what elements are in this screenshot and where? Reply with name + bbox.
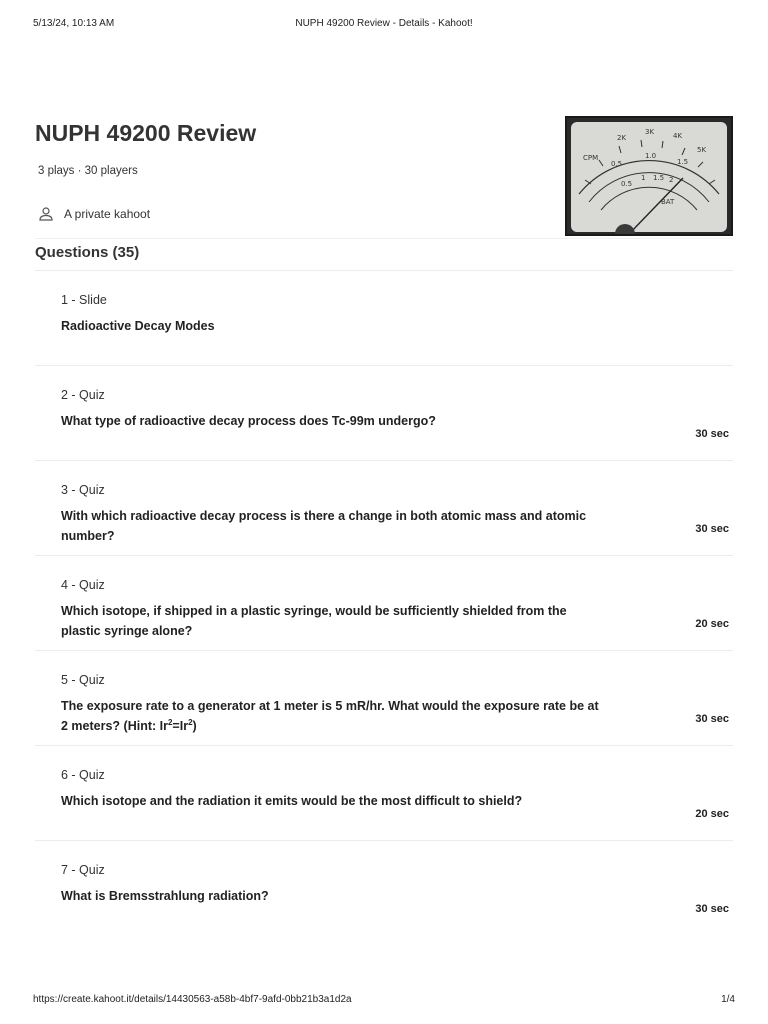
question-time-limit: 20 sec [695,618,729,630]
question-time-limit: 30 sec [695,428,729,440]
kahoot-title: NUPH 49200 Review [35,120,257,146]
question-text: With which radioactive decay process is there a change in both atomic mass and atomic number? [61,509,587,543]
print-page-title: NUPH 49200 Review - Details - Kahoot! [295,18,473,29]
question-item[interactable] [35,651,733,746]
question-list [35,271,733,935]
question-text: What type of radioactive decay process does Tc-99m undergo? [61,414,436,428]
question-type: 4 - Quiz [61,578,105,592]
svg-text:2K: 2K [617,134,627,142]
print-page-number: 1/4 [721,994,735,1005]
question-text-part: The exposure rate to a generator at 1 meter is 5 mR/hr. What would the exposure rate be at 2 meters? (Hint: Ir [61,699,599,733]
question-time-limit: 20 sec [695,808,729,820]
question-item[interactable] [35,841,733,935]
print-date: 5/13/24, 10:13 AM [33,18,115,29]
svg-text:2: 2 [669,176,674,184]
privacy-text: A private kahoot [64,207,151,221]
radiation-meter-image [565,116,733,236]
question-item[interactable] [35,366,733,461]
question-text: Radioactive Decay Modes [61,319,215,333]
print-url: https://create.kahoot.it/details/14430563-a58b-4bf7-9afd-0bb21b3a1d2a [33,994,352,1005]
superscript: 2 [188,717,193,727]
question-text: What is Bremsstrahlung radiation? [61,889,269,903]
svg-text:4K: 4K [673,132,683,140]
svg-text:1.5: 1.5 [677,158,689,166]
question-type: 1 - Slide [61,293,107,307]
svg-text:3K: 3K [645,128,655,136]
question-item[interactable] [35,556,733,651]
svg-text:CPM: CPM [583,154,599,162]
question-text-part: =Ir [172,719,189,733]
question-text-part: ) [192,719,197,733]
question-item[interactable] [35,746,733,841]
question-type: 3 - Quiz [61,483,105,497]
svg-text:0.5: 0.5 [611,160,623,168]
svg-text:BAT: BAT [661,198,675,206]
question-text: Which isotope, if shipped in a plastic syringe, would be sufficiently shielded from the plastic syringe alone? [61,604,567,638]
user-icon [38,206,54,222]
svg-text:0.5: 0.5 [621,180,633,188]
kahoot-stats: 3 plays · 30 players [38,165,138,177]
question-type: 2 - Quiz [61,388,105,402]
privacy-label [38,205,150,223]
questions-heading: Questions (35) [35,244,140,261]
print-header [33,18,735,32]
question-time-limit: 30 sec [695,523,729,535]
print-footer [33,994,735,1008]
question-type: 5 - Quiz [61,673,105,687]
superscript: 2 [167,717,173,727]
question-type: 6 - Quiz [61,768,105,782]
kahoot-summary [35,116,733,239]
cover-image[interactable] [565,116,733,236]
question-text: Which isotope and the radiation it emits would be the most difficult to shield? [61,794,523,808]
svg-text:1.0: 1.0 [645,152,657,160]
svg-text:1: 1 [641,174,646,182]
question-text [61,696,601,736]
question-time-limit: 30 sec [695,713,729,725]
question-time-limit: 30 sec [695,903,729,915]
svg-text:5K: 5K [697,146,707,154]
question-type: 7 - Quiz [61,863,105,877]
question-item[interactable] [35,271,733,366]
question-item[interactable] [35,461,733,556]
svg-text:1.5: 1.5 [653,174,665,182]
